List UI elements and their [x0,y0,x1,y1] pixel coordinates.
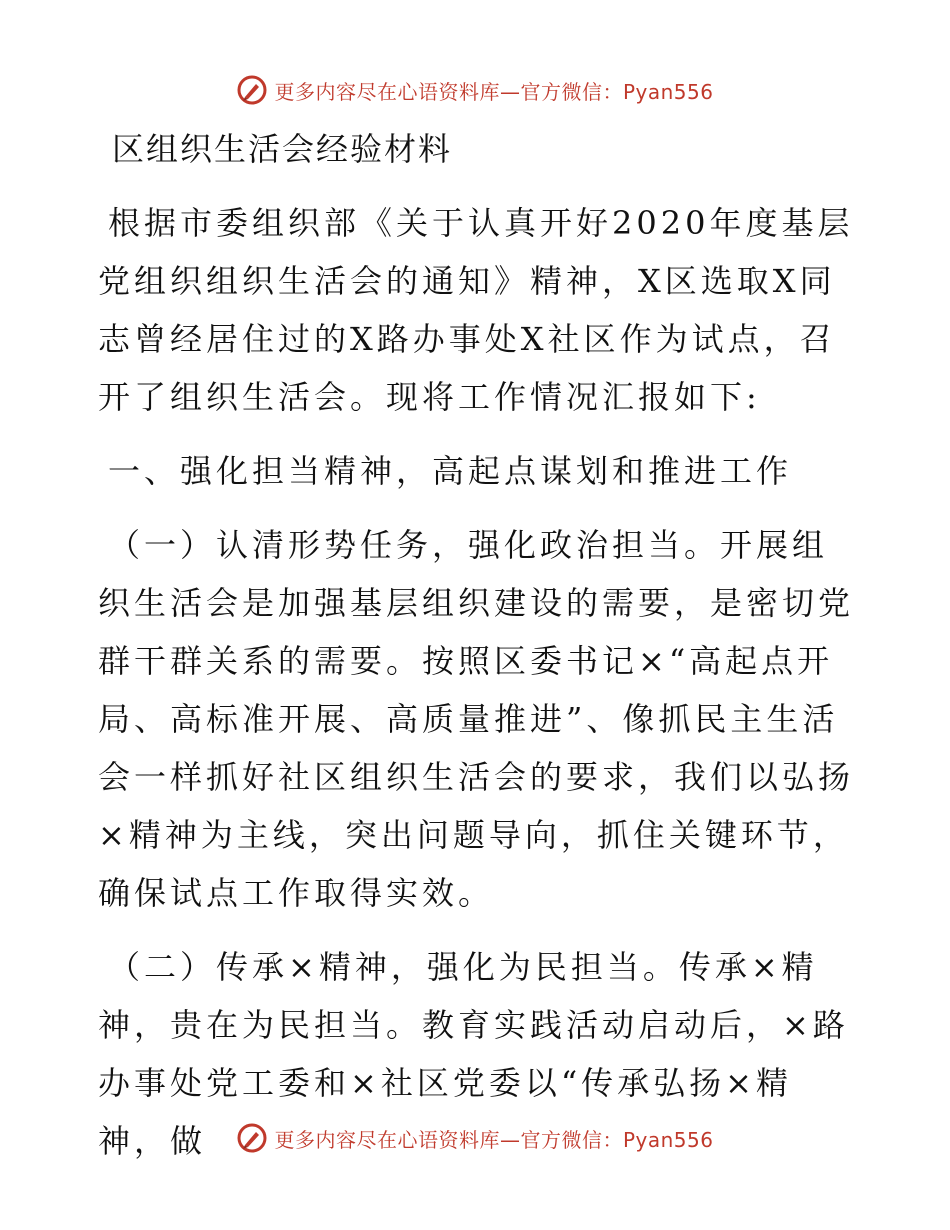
pen-logo-icon [236,1122,268,1154]
paragraph-intro: 根据市委组织部《关于认真开好2020年度基层党组织组织生活会的通知》精神，X区选取X同志曾经居住过的X路办事处X社区作为试点，召开了组织生活会。现将工作情况汇报如下: [98,204,854,416]
document-body [98,120,858,1170]
paragraph-subsection-1: （一）认清形势任务，强化政治担当。开展组织生活会是加强基层组织建设的需要，是密切党群干群关系的需要。按照区委书记×“高起点开局、高标准开展、高质量推进”、像抓民主生活会一样抓好社区组织生活会的要求，我们以弘扬×精神为主线，突出问题导向，抓住关键环节，确保试点工作取得实效。 [98,526,855,912]
document-title: 区组织生活会经验材料 [112,130,453,168]
watermark-banner-bottom [0,1118,950,1158]
paragraph-subsection-2: （二）传承×精神，强化为民担当。传承×精神，贵在为民担当。教育实践活动启动后，×路办事处党工委和×社区党委以“传承弘扬×精神，做 [98,948,849,1160]
pen-logo-icon [236,74,268,106]
section-heading-1: 一、强化担当精神，高起点谋划和推进工作 [108,452,793,490]
watermark-text: 更多内容尽在心语资料库—官方微信：Pyan556 [274,1127,714,1152]
watermark-text: 更多内容尽在心语资料库—官方微信：Pyan556 [274,79,714,104]
watermark-banner-top [0,70,950,110]
